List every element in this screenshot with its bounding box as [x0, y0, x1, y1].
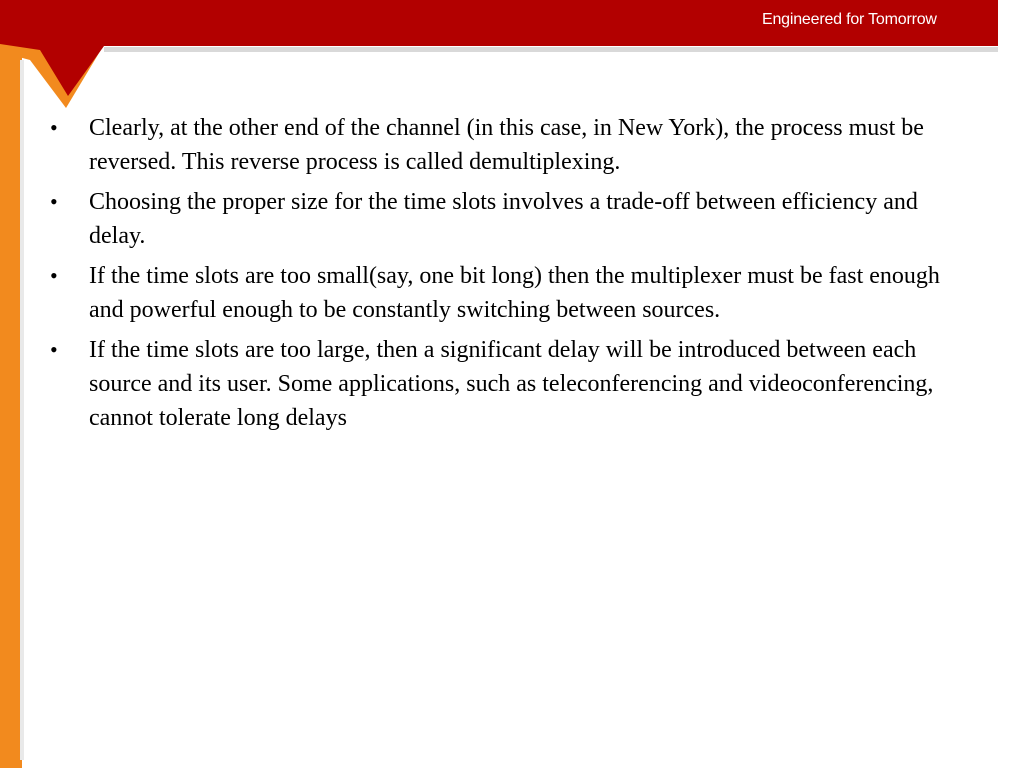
bullet-item-3	[46, 259, 946, 327]
bullet-dot-icon: •	[50, 115, 58, 140]
header-divider	[104, 47, 998, 52]
bullet-dot-icon: •	[50, 263, 58, 288]
bullet-dot-icon: •	[50, 337, 58, 362]
left-accent-bar	[0, 40, 22, 768]
bullet-text-2: Choosing the proper size for the time slots involves a trade-off between efficiency and delay.	[89, 189, 918, 249]
bullet-text-1: Clearly, at the other end of the channel (in this case, in New York), the process must be reversed. This reverse process is called demultiplexing.	[89, 115, 924, 175]
bullet-item-2	[46, 185, 946, 253]
bullet-text-3: If the time slots are too small(say, one bit long) then the multiplexer must be fast enough and powerful enough to be constantly switching between sources.	[89, 263, 940, 323]
bullet-item-1	[46, 111, 946, 179]
header-tagline: Engineered for Tomorrow	[762, 11, 937, 28]
bullet-list	[46, 111, 946, 441]
bullet-dot-icon: •	[50, 189, 58, 214]
bullet-text-4: If the time slots are too large, then a significant delay will be introduced between each source and its user. Some applications, such as teleconferencing and videoconferencing, cannot tolerate long delays	[89, 337, 934, 431]
bullet-item-4	[46, 333, 946, 435]
